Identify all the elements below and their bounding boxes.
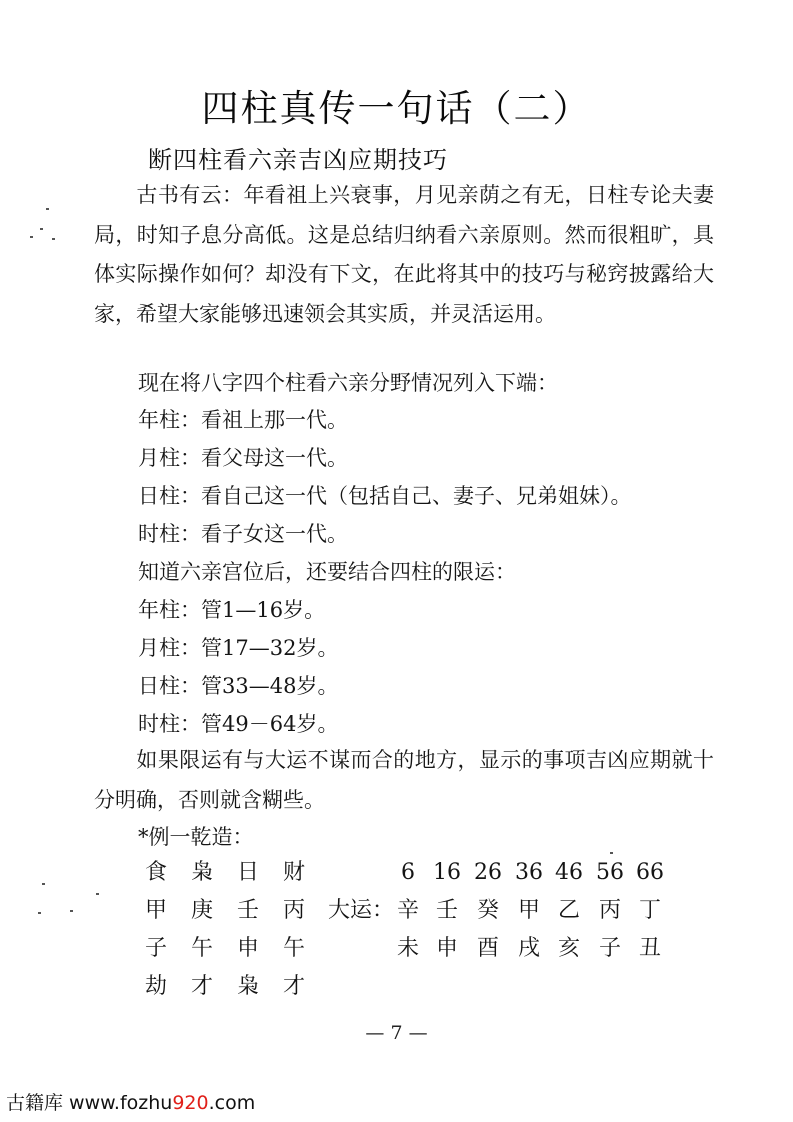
luck-branch: 酉 [476, 936, 499, 961]
conclusion-text: 如果限运有与大运不谋而合的地方，显示的事项吉凶应期就十分明确，否则就含糊些。 [94, 748, 714, 812]
luck-branch: 子 [598, 936, 621, 961]
luck-stem: 丙 [598, 898, 621, 923]
luck-age: 16 [433, 860, 461, 885]
pillar-line-day: 日柱：看自己这一代（包括自己、妻子、兄弟姐妹）。 [138, 484, 632, 508]
page-number: — 7 — [365, 1022, 428, 1044]
limit-line-hour: 时柱：管49－64岁。 [138, 712, 339, 736]
ten-god-hour: 财 [282, 860, 305, 885]
luck-age: 56 [596, 860, 624, 885]
hidden-god-day: 枭 [236, 974, 259, 999]
hidden-god-hour: 才 [282, 974, 305, 999]
stem-hour: 丙 [282, 898, 305, 923]
section-subtitle: 断四柱看六亲吉凶应期技巧 [148, 146, 448, 174]
luck-age: 36 [515, 860, 543, 885]
stem-year: 甲 [144, 898, 167, 923]
luck-stem: 乙 [557, 898, 580, 923]
watermark-prefix: 古籍库 www.fozhu [6, 1092, 173, 1114]
luck-branch: 丑 [638, 936, 661, 961]
limit-line-year: 年柱：管1—16岁。 [138, 598, 326, 622]
pillar-line-hour: 时柱：看子女这一代。 [138, 522, 348, 546]
luck-branch: 亥 [557, 936, 580, 961]
intro-paragraph [94, 176, 714, 334]
hidden-god-month: 才 [190, 974, 213, 999]
luck-branch: 戌 [517, 936, 540, 961]
luck-age: 66 [636, 860, 664, 885]
branch-day: 申 [236, 936, 259, 961]
pillars-intro: 现在将八字四个柱看六亲分野情况列入下端： [138, 371, 558, 395]
site-watermark [6, 1088, 255, 1115]
branch-year: 子 [144, 936, 167, 961]
luck-age: 6 [401, 860, 415, 885]
limit-line-month: 月柱：管17—32岁。 [138, 636, 339, 660]
ten-god-year: 食 [144, 860, 167, 885]
watermark-suffix: .com [208, 1092, 256, 1114]
pillar-line-year: 年柱：看祖上那一代。 [138, 408, 348, 432]
intro-text: 古书有云：年看祖上兴衰事，月见亲荫之有无，日柱专论夫妻局，时知子息分高低。这是总结归纳看六亲原则。然而很粗旷，具体实际操作如何？却没有下文，在此将其中的技巧与秘窍披露给大家，希望大家能够迅速领会其实质，并灵活运用。 [94, 183, 714, 326]
bazi-chart [138, 858, 698, 1008]
conclusion-paragraph [94, 741, 714, 820]
stem-day: 壬 [236, 898, 259, 923]
pillar-line-month: 月柱：看父母这一代。 [138, 446, 348, 470]
luck-age: 46 [555, 860, 583, 885]
ten-god-month: 枭 [190, 860, 213, 885]
example-label: *例一乾造： [138, 825, 254, 849]
ten-god-day: 日 [236, 860, 259, 885]
limit-line-day: 日柱：管33—48岁。 [138, 674, 339, 698]
luck-age: 26 [474, 860, 502, 885]
stem-month: 庚 [190, 898, 213, 923]
branch-month: 午 [190, 936, 213, 961]
branch-hour: 午 [282, 936, 305, 961]
luck-stem: 辛 [396, 898, 419, 923]
hidden-god-year: 劫 [144, 974, 167, 999]
luck-stem: 甲 [517, 898, 540, 923]
luck-stem: 丁 [638, 898, 661, 923]
watermark-number: 920 [172, 1092, 209, 1114]
luck-stem: 壬 [435, 898, 458, 923]
luck-label: 大运： [328, 898, 395, 923]
page-title: 四柱真传一句话（二） [201, 87, 592, 130]
limits-intro: 知道六亲宫位后，还要结合四柱的限运： [138, 560, 516, 584]
luck-branch: 申 [435, 936, 458, 961]
luck-branch: 未 [396, 936, 419, 961]
luck-stem: 癸 [476, 898, 499, 923]
